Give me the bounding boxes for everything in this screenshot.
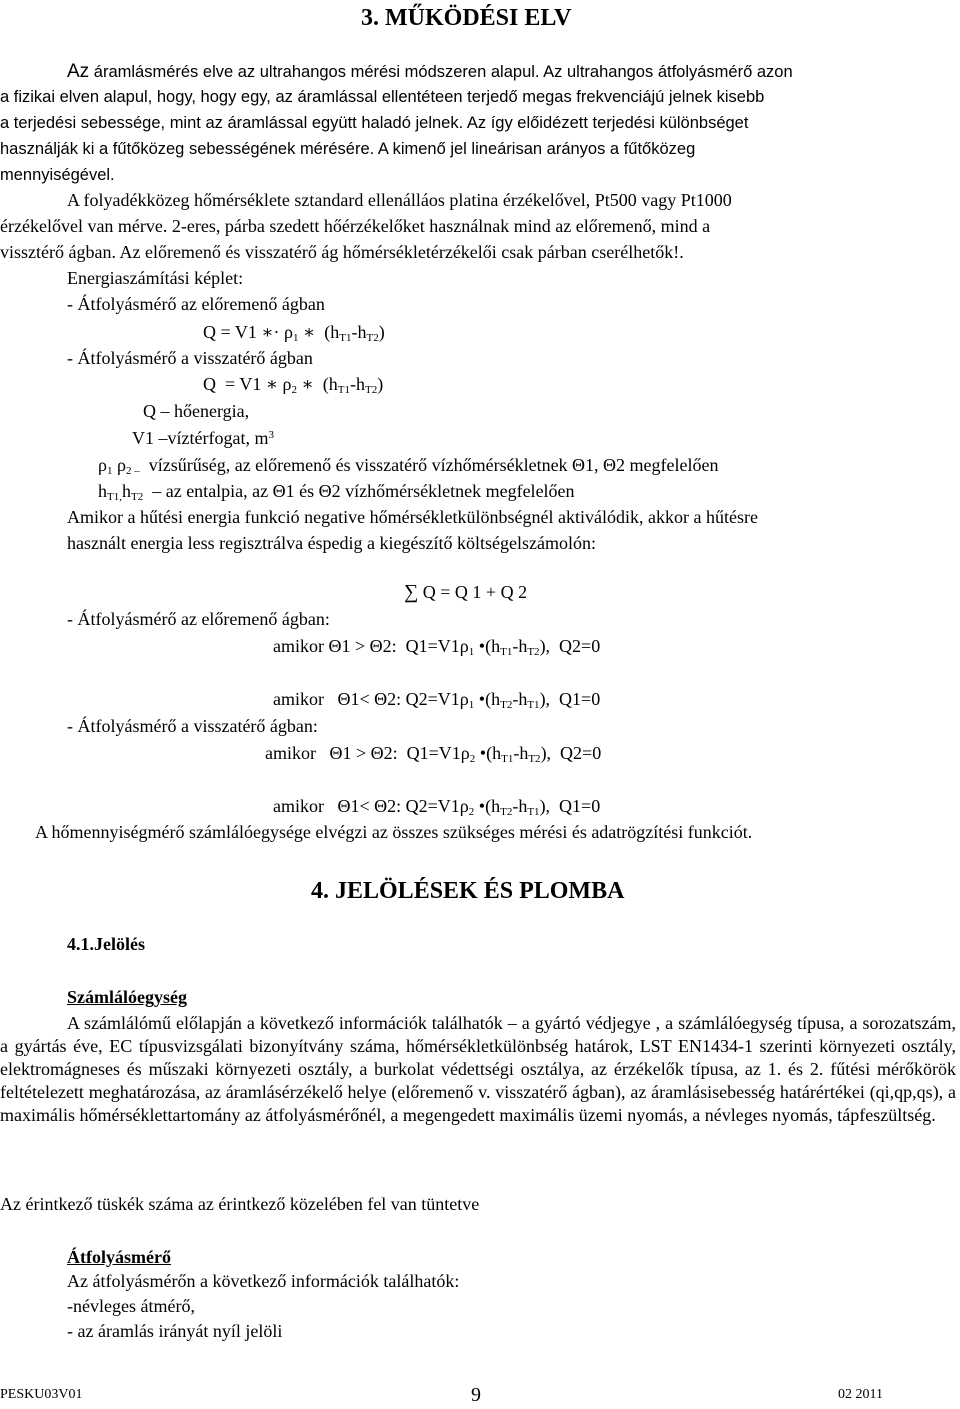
forward-case-2: amikor Θ1< Θ2: $Q2=V1\rho_1$ $•(h_{T2}-h_{T1})$, Q1=0 <box>273 689 601 711</box>
temp-line-1: A folyadékközeg hőmérséklete sztandard ellenálláos platina érzékelővel, Pt500 vagy Pt1000 <box>67 190 732 210</box>
return-branch-heading: - Átfolyásmérő a visszatérő ágban: <box>67 716 318 736</box>
intro-lead: Az <box>67 61 90 82</box>
cooling-line-2: használt energia less regisztrálva éspedig a kiegészítő költségelszámolón: <box>67 533 596 553</box>
temp-line-2: érzékelővel van mérve. 2-eres, párba szedett hőérzékelőket használnak mind az előremenő, mind a <box>0 216 711 236</box>
formula-return: Q = V1 ∗ $\rho_2$ ∗ $(h_{T1}-h_{T2})$ <box>203 374 384 396</box>
return-case-2: amikor Θ1< Θ2: $Q2=V1\rho_2$ $•(h_{T2}-h_{T1})$, Q1=0 <box>273 796 601 818</box>
legend-h: $h_{T1,}h_{T2}$ – az entalpia, az Θ1 és Θ2 vízhőmérsékletnek megfelelően <box>98 481 575 503</box>
legend-q: Q – hőenergia, <box>143 401 250 421</box>
sum-formula: ∑ Q = Q 1 + Q 2 <box>404 581 528 603</box>
subsection-title: 4.1.Jelölés <box>67 934 145 954</box>
flowmeter-intro: Az átfolyásmérőn a következő információk találhatók: <box>67 1271 460 1291</box>
pins-text: Az érintkező tüskék száma az érintkező közelében fel van tüntetve <box>0 1194 480 1214</box>
intro-line-2: a fizikai elven alapul, hogy, hogy egy, az áramlással ellentéteen terjedő megas frekvenciájú jelnek kisebb <box>0 88 765 106</box>
intro-line-1: Az áramlásmérés elve az ultrahangos mérési módszeren alapul. Az ultrahangos átfolyásmérő azon <box>67 61 793 82</box>
sum-symbol: ∑ <box>404 581 419 603</box>
flow-forward-label: - Átfolyásmérő az előremenő ágban <box>67 294 325 314</box>
flowmeter-item-1: -névleges átmérő, <box>67 1296 195 1316</box>
energy-formula-label: Energiaszámítási képlet: <box>67 268 244 288</box>
footer-date: 02 2011 <box>838 1387 883 1402</box>
intro-line-5: mennyiségével. <box>0 166 115 184</box>
section-4-title: 4. JELÖLÉSEK ÉS PLOMBA <box>311 878 625 904</box>
forward-branch-heading: - Átfolyásmérő az előremenő ágban: <box>67 609 330 629</box>
forward-case-1: amikor Θ1 > Θ2: $Q1=V1\rho_1$ $•(h_{T1}-h_{T2})$, Q2=0 <box>273 636 601 658</box>
legend-v1: V1 –víztérfogat, $m^3$ <box>132 428 274 448</box>
flowmeter-item-2: - az áramlás irányát nyíl jelöli <box>67 1321 283 1341</box>
flowmeter-heading: Átfolyásmérő <box>67 1247 171 1267</box>
footer-doc-code: PESKU03V01 <box>0 1387 83 1402</box>
flow-return-label: - Átfolyásmérő a visszatérő ágban <box>67 348 313 368</box>
return-case-1: amikor Θ1 > Θ2: $Q1=V1\rho_2$ $•(h_{T1}-h_{T2})$, Q2=0 <box>265 743 602 765</box>
closing-sentence: A hőmennyiségmérő számlálóegysége elvégzi az összes szükséges mérési és adatrögzítési funkciót. <box>35 822 753 842</box>
section-title: 3. MŰKÖDÉSI ELV <box>361 5 572 31</box>
counter-unit-text: A számlálómű előlapján a következő információk találhatók – a gyártó védjegye , a számlálóegység típusa, a sorozatszám, a gyártás éve, EC típusvizsgálati bizonyítvány száma, hőmérsékletkülönbség határok, LST EN1434-1 szerinti környezeti osztály, elektromágneses és műszaki környezeti osztály, a burkolat védettségi osztálya, az érzékelők típusa, az 1. és 2. fűtési mérőkörök feltételezett meghatározása, az áramlásérzékelő helye (előremenő v. visszatérő ágban), az áramlásisebesség határértékei (qi,qp,qs), a maximális hőmérséklettartomány az átfolyásmérőnél, a megengedett maximális üzemi nyomás, a névleges nyomás, tápfeszültség. <box>0 1013 956 1125</box>
intro-line-4: használják ki a fűtőközeg sebességének mérésére. A kimenő jel lineárisan arányos a fűtőközeg <box>0 140 696 158</box>
counter-unit-heading: Számlálóegység <box>67 987 187 1007</box>
temp-line-3: vissztérő ágban. Az előremenő és visszatérő ág hőmérsékletérzékelői csak párban cserélhetők!. <box>0 242 684 262</box>
legend-rho: $\rho_1$ $\rho_{2 -}$ vízsűrűség, az előremenő és visszatérő vízhőmérsékletnek Θ1, Θ2 megfelelően <box>98 455 719 477</box>
footer-page-number: 9 <box>471 1384 481 1406</box>
formula-forward: Q = V1 ∗· $\rho_1$ ∗ $(h_{T1}-h_{T2})$ <box>203 322 385 344</box>
cooling-line-1: Amikor a hűtési energia funkció negative hőmérsékletkülönbségnél aktiválódik, akkor a hűtésre <box>67 507 758 527</box>
intro-line-3: a terjedési sebessége, mint az áramlással együtt haladó jelnek. Az így előidézett terjedési különbséget <box>0 114 749 132</box>
